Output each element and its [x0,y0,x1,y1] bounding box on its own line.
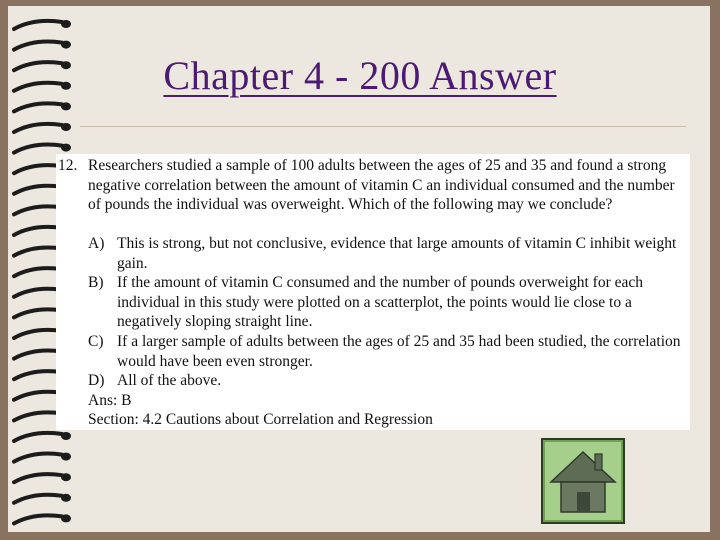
spiral-coil [14,433,62,441]
spiral-coil [14,103,62,111]
spiral-hole [61,20,71,28]
slide-title: Chapter 4 - 200 Answer [163,53,557,98]
spiral-hole [61,41,71,49]
spiral-coil [14,412,62,420]
title-divider [80,126,686,127]
spiral-coil [14,474,62,482]
spiral-coil [14,495,62,503]
spiral-coil [14,42,62,50]
option-text: All of the above. [117,372,222,389]
house-icon [543,440,623,522]
option-letter: B) [88,274,104,291]
spiral-hole [61,494,71,502]
spiral-hole [61,123,71,131]
spiral-coil [14,248,62,256]
spiral-coil [14,309,62,317]
spiral-hole [61,144,71,152]
spiral-hole [61,432,71,440]
question-box [56,154,690,430]
spiral-coil [14,454,62,462]
question-text: Researchers studied a sample of 100 adults between the ages of 25 and 35 and found a strong negative correlation between the amount of vitamin C an individual consumed and the number of pounds the individual was overweight. Which of the following may we conclude? [88,157,675,213]
spiral-coil [14,186,62,194]
spiral-coil [14,124,62,132]
option-text: This is strong, but not conclusive, evidence that large amounts of vitamin C inhibit weight gain. [117,235,677,272]
option-letter: A) [88,235,105,252]
answer-text: Ans: B [88,392,132,409]
spiral-hole [61,514,71,522]
spiral-hole [61,473,71,481]
question-number: 12. [58,157,78,174]
spiral-coil [14,206,62,214]
spiral-coil [14,268,62,276]
option-text: If the amount of vitamin C consumed and the number of pounds overweight for each individual in this study were plotted on a scatterplot, the points would lie close to a negatively sloping straight line. [117,274,644,330]
section-text: Section: 4.2 Cautions about Correlation and Regression [88,411,433,428]
spiral-coil [14,145,62,153]
home-button[interactable] [541,438,625,524]
spiral-hole [61,102,71,110]
spiral-coil [14,371,62,379]
option-text: If a larger sample of adults between the ages of 25 and 35 had been studied, the correlation would have been even stronger. [117,333,681,370]
spiral-coil [14,330,62,338]
spiral-coil [14,21,62,29]
spiral-coil [14,392,62,400]
spiral-hole [61,453,71,461]
spiral-coil [14,351,62,359]
option-letter: D) [88,372,105,389]
spiral-coil [14,289,62,297]
spiral-coil [14,165,62,173]
option-letter: C) [88,333,104,350]
spiral-coil [14,515,62,523]
spiral-coil [14,227,62,235]
